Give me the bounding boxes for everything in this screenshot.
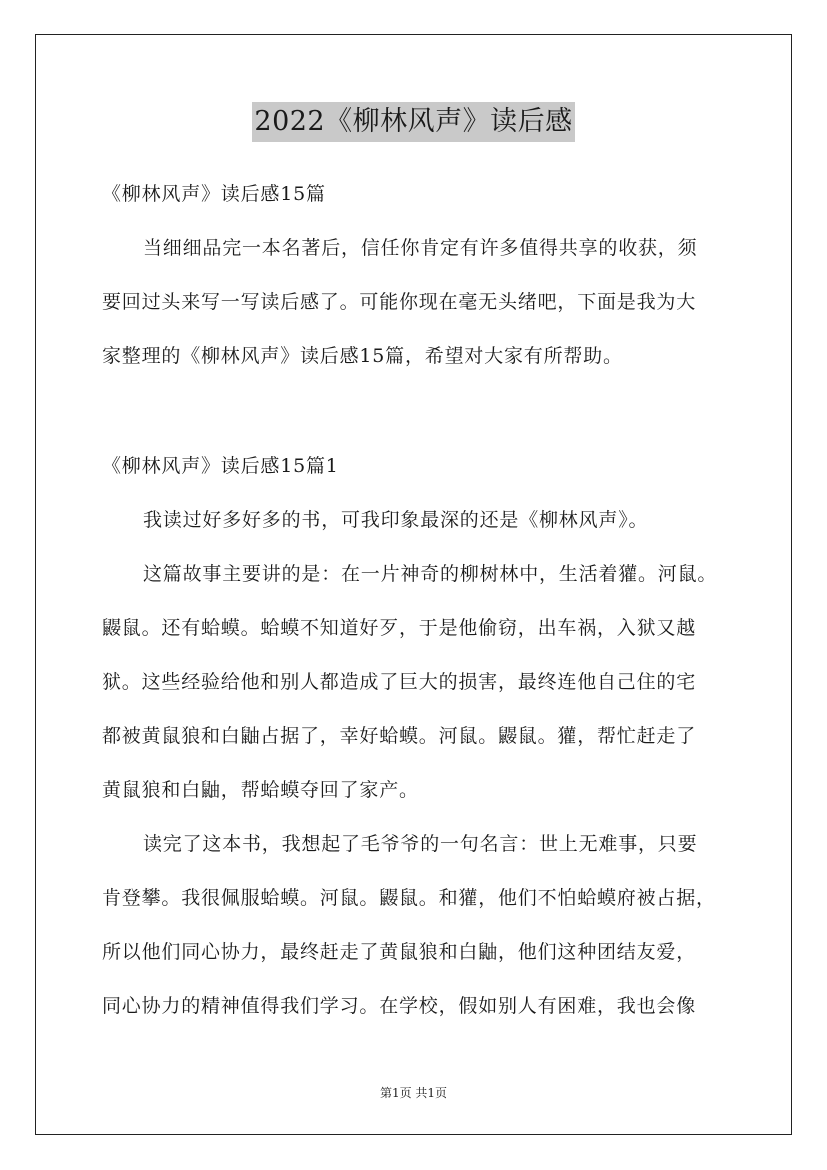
body-line: 狱。这些经验给他和别人都造成了巨大的损害，最终连他自己住的宅 bbox=[102, 671, 697, 693]
body-line: 肯登攀。我很佩服蛤蟆。河鼠。鼹鼠。和獾，他们不怕蛤蟆府被占据， bbox=[102, 887, 716, 909]
title-container bbox=[0, 102, 827, 142]
intro-line: 要回过头来写一写读后感了。可能你现在毫无头绪吧，下面是我为大 bbox=[102, 291, 697, 313]
body-line: 黄鼠狼和白鼬，帮蛤蟆夺回了家产。 bbox=[102, 779, 419, 801]
body-line: 鼹鼠。还有蛤蟆。蛤蟆不知道好歹，于是他偷窃，出车祸，入狱又越 bbox=[102, 617, 697, 639]
body-line: 我读过好多好多的书，可我印象最深的还是《柳林风声》。 bbox=[143, 509, 649, 531]
body-line: 都被黄鼠狼和白鼬占据了，幸好蛤蟆。河鼠。鼹鼠。獾，帮忙赶走了 bbox=[102, 725, 697, 747]
body-line: 所以他们同心协力，最终赶走了黄鼠狼和白鼬，他们这种团结友爱， bbox=[102, 941, 697, 963]
intro-line: 当细细品完一本名著后，信任你肯定有许多值得共享的收获，须 bbox=[143, 237, 698, 259]
subtitle: 《柳林风声》读后感15篇 bbox=[102, 183, 326, 205]
body-line: 同心协力的精神值得我们学习。在学校，假如别人有困难，我也会像 bbox=[102, 995, 697, 1017]
body-line: 读完了这本书，我想起了毛爷爷的一句名言：世上无难事，只要 bbox=[143, 833, 698, 855]
body-line: 这篇故事主要讲的是：在一片神奇的柳树林中，生活着獾。河鼠。 bbox=[143, 563, 718, 585]
section-heading: 《柳林风声》读后感15篇1 bbox=[102, 455, 339, 477]
page-footer: 第1页 共1页 bbox=[379, 1086, 448, 1100]
intro-line: 家整理的《柳林风声》读后感15篇，希望对大家有所帮助。 bbox=[102, 345, 623, 367]
document-title: 2022《柳林风声》读后感 bbox=[252, 102, 574, 142]
